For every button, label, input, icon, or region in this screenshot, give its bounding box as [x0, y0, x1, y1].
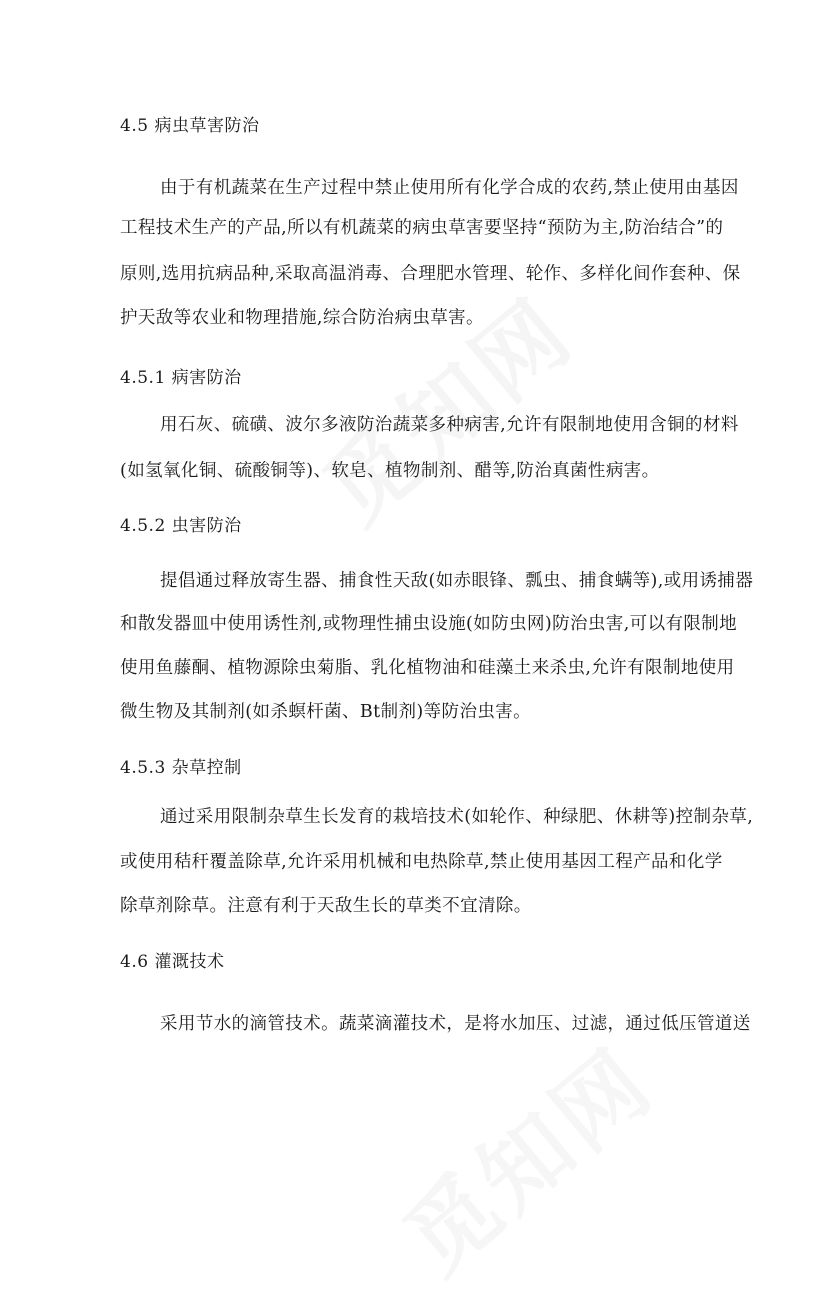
paragraph-line: 护天敌等农业和物理措施,综合防治病虫草害。: [120, 308, 484, 328]
section-heading-4-5: 4.5 病虫草害防治: [120, 116, 260, 136]
paragraph-line: 工程技术生产的产品,所以有机蔬菜的病虫草害要坚持“预防为主,防治结合”的: [120, 218, 724, 238]
watermark-bottom: [372, 1013, 676, 1297]
section-heading-4-5-1: 4.5.1 病害防治: [120, 368, 242, 388]
paragraph-line: 提倡通过释放寄生器、捕食性天敌(如赤眼锋、瓢虫、捕食螨等),或用诱捕器: [160, 571, 754, 591]
paragraph-line: 用石灰、硫磺、波尔多液防治蔬菜多种病害,允许有限制地使用含铜的材料: [160, 415, 739, 435]
paragraph-line: 除草剂除草。注意有利于天敌生长的草类不宜清除。: [120, 896, 532, 916]
section-heading-4-6: 4.6 灌溉技术: [120, 952, 225, 972]
section-heading-4-5-3: 4.5.3 杂草控制: [120, 758, 242, 778]
paragraph-line: 或使用秸秆覆盖除草,允许采用机械和电热除草,禁止使用基因工程产品和化学: [120, 852, 723, 872]
paragraph-line: 由于有机蔬菜在生产过程中禁止使用所有化学合成的农药,禁止使用由基因: [160, 178, 739, 198]
paragraph-line: 通过采用限制杂草生长发育的栽培技术(如轮作、种绿肥、休耕等)控制杂草,: [160, 807, 754, 827]
paragraph-line: (如氢氧化铜、硫酸铜等)、软皂、植物制剂、醋等,防治真菌性病害。: [120, 461, 660, 481]
section-heading-4-5-2: 4.5.2 虫害防治: [120, 516, 242, 536]
paragraph-line: 采用节水的滴管技术。蔬菜滴灌技术，是将水加压、过滤，通过低压管道送: [160, 1014, 751, 1034]
paragraph-line: 原则,选用抗病品种,采取高温消毒、合理肥水管理、轮作、多样化间作套种、保: [120, 264, 741, 284]
paragraph-line: 微生物及其制剂(如杀螟杆菌、Bt制剂)等防治虫害。: [120, 702, 532, 722]
paragraph-line: 使用鱼藤酮、植物源除虫菊脂、乳化植物油和硅藻土来杀虫,允许有限制地使用: [120, 658, 735, 678]
paragraph-line: 和散发器皿中使用诱性剂,或物理性捕虫设施(如防虫网)防治虫害,可以有限制地: [120, 614, 738, 634]
